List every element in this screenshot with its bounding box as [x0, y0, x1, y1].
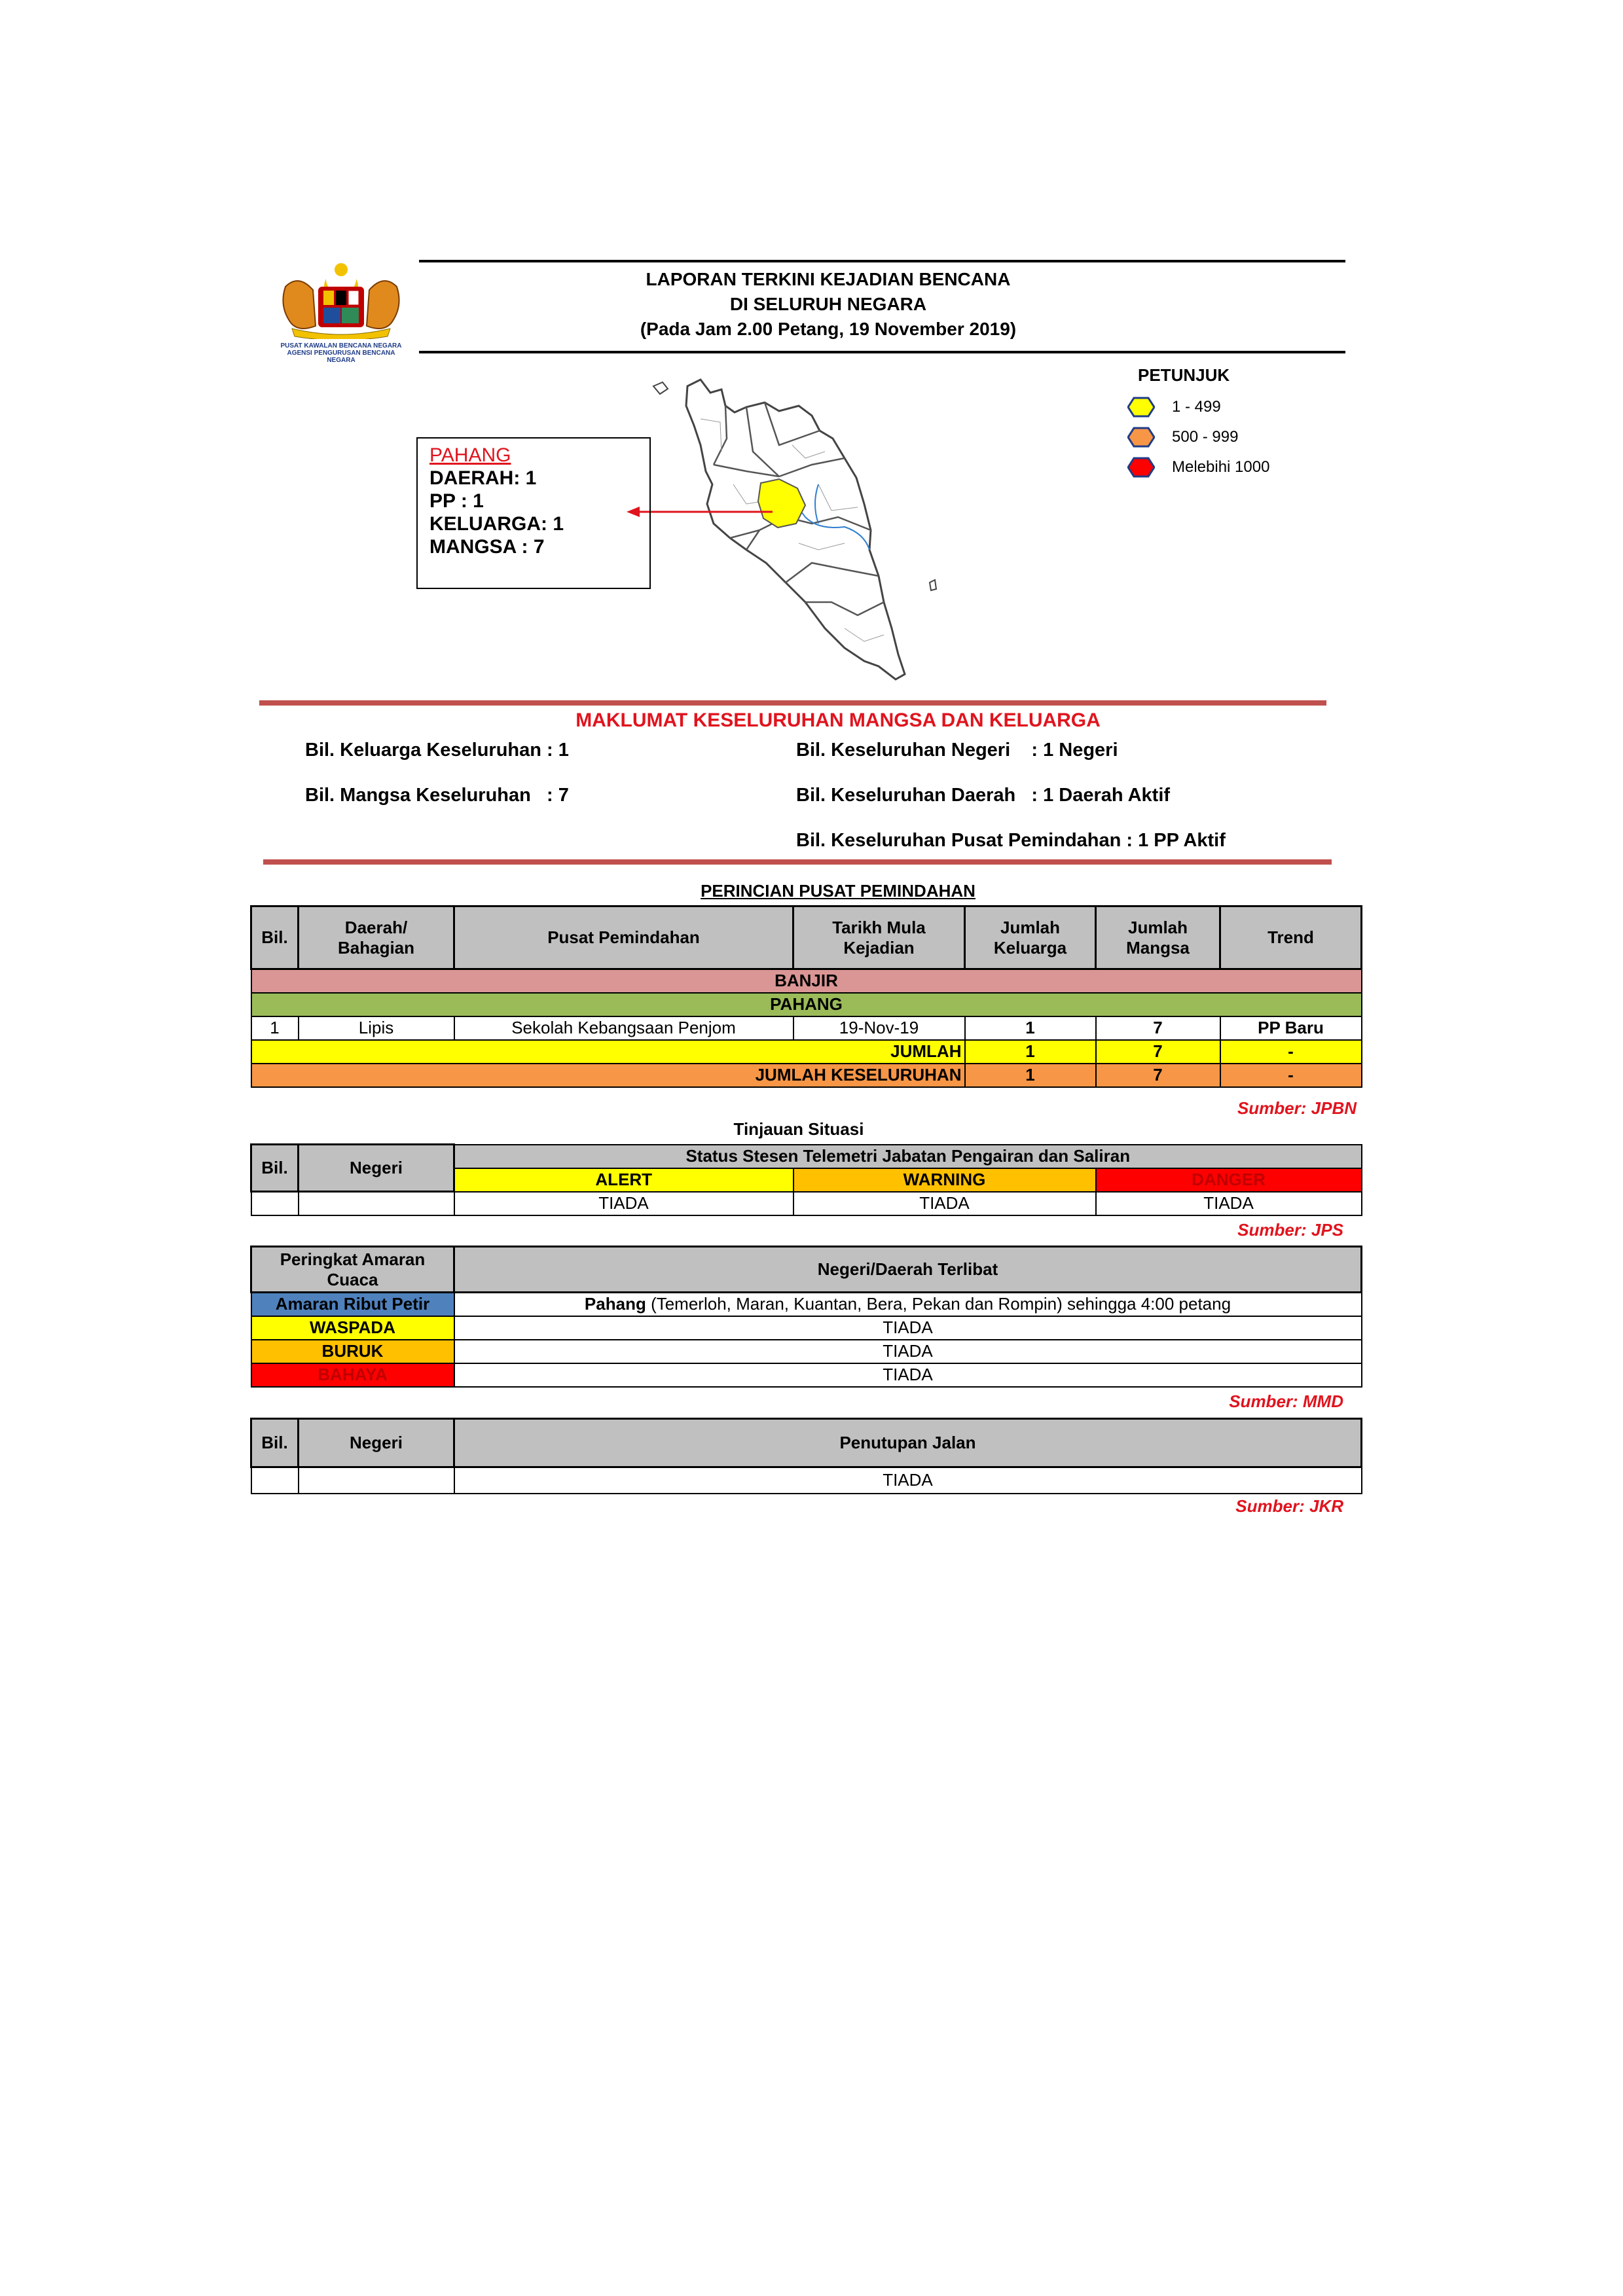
coat-of-arms-logo	[272, 260, 410, 364]
peninsula-outline	[686, 380, 905, 679]
jalan-bil-value	[251, 1467, 299, 1494]
pp-table-title: PERINCIAN PUSAT PEMINDAHAN	[701, 881, 976, 901]
coat-of-arms-icon	[272, 260, 410, 339]
keseluruhan-trend: -	[1220, 1064, 1362, 1087]
telemetri-title: Status Stesen Telemetri Jabatan Pengairan dan Saliran	[454, 1145, 1362, 1168]
tinjauan-bil: Bil.	[251, 1145, 299, 1192]
tinjauan-bil-value	[251, 1192, 299, 1215]
jalan-value: TIADA	[454, 1467, 1362, 1494]
danger-header: DANGER	[1096, 1168, 1362, 1192]
row-tarikh: 19-Nov-19	[793, 1016, 965, 1040]
peninsular-malaysia-map	[648, 367, 962, 694]
legend-label: Melebihi 1000	[1172, 458, 1270, 476]
keseluruhan-mangsa: 7	[1096, 1064, 1220, 1087]
buruk-label: BURUK	[251, 1340, 454, 1363]
summary-daerah: Bil. Keseluruhan Daerah : 1 Daerah Aktif	[796, 785, 1171, 806]
hexagon-red-icon	[1127, 457, 1155, 478]
col-pusat: Pusat Pemindahan	[454, 906, 793, 969]
legend-item	[1127, 424, 1238, 450]
legend-label: 1 - 499	[1172, 398, 1221, 416]
summary-keluarga: Bil. Keluarga Keseluruhan : 1	[305, 740, 569, 761]
row-mangsa: 7	[1096, 1016, 1220, 1040]
bahaya-value: TIADA	[454, 1363, 1362, 1387]
hexagon-yellow-icon	[1127, 397, 1155, 418]
waspada-label: WASPADA	[251, 1316, 454, 1340]
cuaca-table	[250, 1246, 1362, 1388]
col-trend: Trend	[1220, 906, 1362, 969]
jalan-negeri: Negeri	[299, 1419, 454, 1467]
summary-negeri: Bil. Keseluruhan Negeri : 1 Negeri	[796, 740, 1118, 761]
report-title-line2: DI SELURUH NEGARA	[729, 294, 927, 314]
row-pusat: Sekolah Kebangsaan Penjom	[454, 1016, 793, 1040]
pp-source: Sumber: JPBN	[1237, 1098, 1357, 1118]
disaster-type-row: BANJIR	[251, 969, 1362, 993]
state-row: PAHANG	[251, 993, 1362, 1016]
keseluruhan-keluarga: 1	[965, 1064, 1096, 1087]
row-keluarga: 1	[965, 1016, 1096, 1040]
state-info-box	[416, 437, 651, 589]
col-tarikh: Tarikh Mula Kejadian	[793, 906, 965, 969]
row-daerah: Lipis	[299, 1016, 454, 1040]
hexagon-orange-icon	[1127, 427, 1155, 448]
alert-header: ALERT	[454, 1168, 793, 1192]
summary-bottom-bar	[263, 859, 1332, 865]
header-top-rule	[419, 260, 1345, 262]
legend-label: 500 - 999	[1172, 428, 1239, 446]
table-row	[251, 1016, 1362, 1040]
tinjauan-negeri-value	[299, 1192, 454, 1215]
summary-pp: Bil. Keseluruhan Pusat Pemindahan : 1 PP Aktif	[796, 830, 1226, 851]
legend-title: PETUNJUK	[1138, 365, 1230, 385]
tinjauan-title: Tinjauan Situasi	[733, 1119, 864, 1139]
keseluruhan-row	[251, 1064, 1362, 1087]
jumlah-trend: -	[1220, 1040, 1362, 1064]
alert-value: TIADA	[454, 1192, 793, 1215]
cuaca-col2: Negeri/Daerah Terlibat	[454, 1247, 1362, 1293]
cuaca-col1: Peringkat Amaran Cuaca	[251, 1247, 454, 1293]
state-daerah: DAERAH: 1	[429, 467, 537, 489]
keseluruhan-label: JUMLAH KESELURUHAN	[251, 1064, 965, 1087]
mmd-source: Sumber: MMD	[1229, 1391, 1343, 1411]
col-keluarga: Jumlah Keluarga	[965, 906, 1096, 969]
state-mangsa: MANGSA : 7	[429, 536, 545, 558]
report-title-line1: LAPORAN TERKINI KEJADIAN BENCANA	[646, 269, 1011, 289]
tinjauan-negeri: Negeri	[299, 1145, 454, 1192]
jalan-negeri-value	[299, 1467, 454, 1494]
buruk-value: TIADA	[454, 1340, 1362, 1363]
state-keluarga: KELUARGA: 1	[429, 513, 564, 535]
warning-header: WARNING	[793, 1168, 1096, 1192]
summary-top-bar	[259, 700, 1326, 706]
state-pp: PP : 1	[429, 490, 484, 512]
logo-caption-2: AGENSI PENGURUSAN BENCANA NEGARA	[287, 350, 395, 364]
header-bottom-rule	[419, 351, 1345, 353]
jumlah-label: JUMLAH	[251, 1040, 965, 1064]
jps-source: Sumber: JPS	[1237, 1220, 1343, 1240]
jumlah-keluarga: 1	[965, 1040, 1096, 1064]
telemetri-table	[250, 1143, 1362, 1216]
ribut-value: Pahang (Temerloh, Maran, Kuantan, Bera, Pekan dan Rompin) sehingga 4:00 petang	[454, 1293, 1362, 1316]
state-name: PAHANG	[429, 444, 511, 466]
pp-table	[250, 905, 1362, 1088]
danger-value: TIADA	[1096, 1192, 1362, 1215]
warning-value: TIADA	[793, 1192, 1096, 1215]
jkr-source: Sumber: JKR	[1235, 1496, 1343, 1516]
legend-item	[1127, 454, 1269, 480]
jalan-table	[250, 1418, 1362, 1494]
summary-mangsa: Bil. Mangsa Keseluruhan : 7	[305, 785, 569, 806]
col-mangsa: Jumlah Mangsa	[1096, 906, 1220, 969]
report-title-line3: (Pada Jam 2.00 Petang, 19 November 2019)	[640, 319, 1017, 339]
jalan-title: Penutupan Jalan	[454, 1419, 1362, 1467]
waspada-value: TIADA	[454, 1316, 1362, 1340]
col-daerah: Daerah/ Bahagian	[299, 906, 454, 969]
jumlah-row	[251, 1040, 1362, 1064]
summary-title: MAKLUMAT KESELURUHAN MANGSA DAN KELUARGA	[575, 709, 1101, 731]
row-trend: PP Baru	[1220, 1016, 1362, 1040]
col-bil: Bil.	[251, 906, 299, 969]
jumlah-mangsa: 7	[1096, 1040, 1220, 1064]
ribut-label: Amaran Ribut Petir	[251, 1293, 454, 1316]
legend-item	[1127, 394, 1221, 420]
logo-caption-1: PUSAT KAWALAN BENCANA NEGARA	[280, 342, 402, 350]
bahaya-label: BAHAYA	[251, 1363, 454, 1387]
jalan-bil: Bil.	[251, 1419, 299, 1467]
row-bil: 1	[251, 1016, 299, 1040]
